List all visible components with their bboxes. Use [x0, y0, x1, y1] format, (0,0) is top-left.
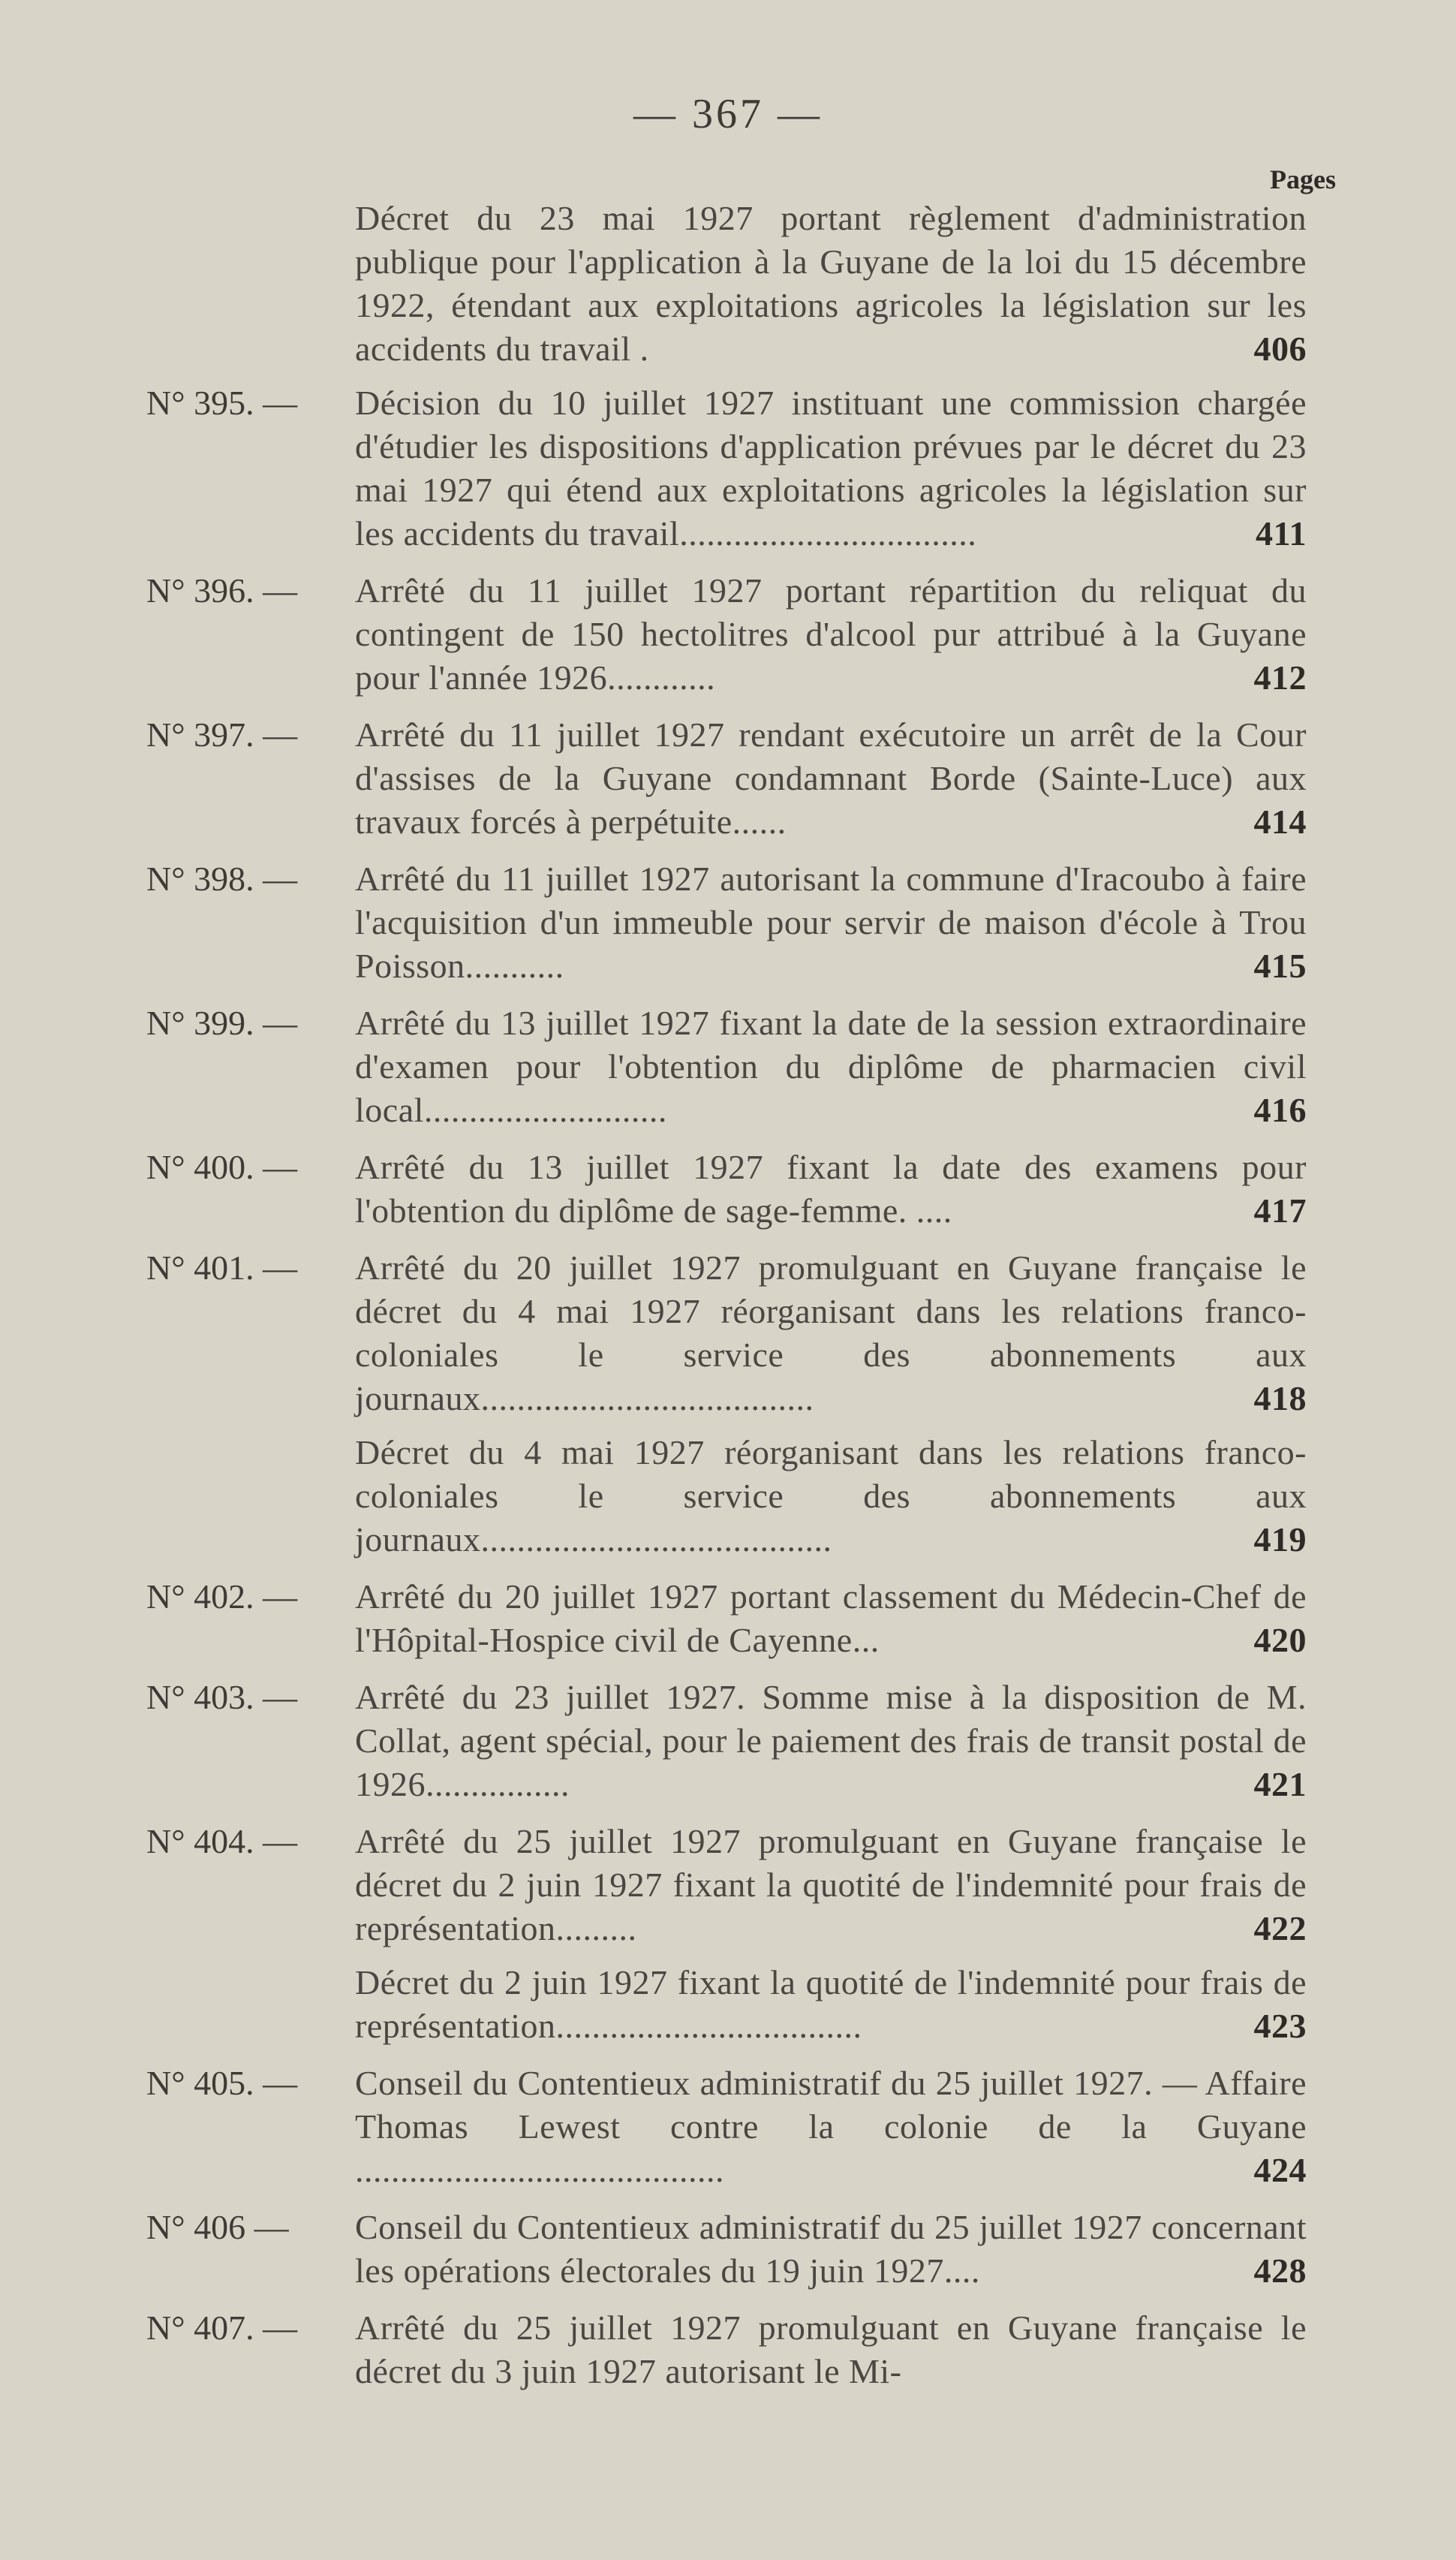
entry-page: 428 [1253, 2251, 1307, 2290]
entry-page: 420 [1253, 1621, 1307, 1659]
entry-page: 411 [1256, 514, 1307, 553]
entry-text: Décret du 2 juin 1927 fixant la quotité de l'indemnité pour frais de représentation.................................. [355, 1963, 1307, 2045]
list-item [146, 1001, 1347, 1132]
entry-page: 416 [1253, 1091, 1307, 1129]
list-item [146, 197, 1347, 371]
entry-text: Arrêté du 13 juillet 1927 fixant la date des examens pour l'obtention du diplôme de sage-femme. .... [355, 1148, 1307, 1230]
list-item [146, 1575, 1347, 1662]
entry-text: Décision du 10 juillet 1927 instituant une commission chargée d'étudier les dispositions d'application prévues par le décret du 23 mai 1927 qui étend aux exploitations agricoles la législation sur les accidents du travail................................. [355, 384, 1307, 553]
entry-number: N° 405. — [146, 2064, 298, 2102]
entry-page: 414 [1253, 803, 1307, 841]
entry-number: N° 395. — [146, 384, 298, 422]
entry-page: 417 [1253, 1191, 1307, 1230]
entry-text: Décret du 4 mai 1927 réorganisant dans les relations franco-coloniales le service des abonnements aux journaux....................................... [355, 1433, 1307, 1559]
entry-text: Arrêté du 23 juillet 1927. Somme mise à la disposition de M. Collat, agent spécial, pour le paiement des frais de transit postal de 1926................ [355, 1678, 1307, 1803]
entry-number: N° 403. — [146, 1678, 298, 1716]
list-item [146, 1246, 1347, 1420]
list-item [146, 1431, 1347, 1562]
entry-number: N° 397. — [146, 715, 298, 754]
entry-text: Arrêté du 11 juillet 1927 portant répartition du reliquat du contingent de 150 hectolitres d'alcool pur attribué à la Guyane pour l'année 1926............ [355, 571, 1307, 697]
entry-text: Décret du 23 mai 1927 portant règlement d'administration publique pour l'application à la Guyane de la loi du 15 décembre 1922, étendant aux exploitations agricoles la législation sur les accidents du travail . [355, 199, 1307, 368]
entry-number: N° 401. — [146, 1248, 298, 1287]
entry-text: Conseil du Contentieux administratif du 25 juillet 1927. — Affaire Thomas Lewest contre la colonie de la Guyane ......................................... [355, 2064, 1307, 2189]
entry-text: Arrêté du 11 juillet 1927 rendant exécutoire un arrêt de la Cour d'assises de la Guyane condamnant Borde (Sainte-Luce) aux travaux forcés à perpétuite...... [355, 715, 1307, 841]
list-item [146, 2062, 1347, 2192]
entry-text: Conseil du Contentieux administratif du 25 juillet 1927 concernant les opérations électorales du 19 juin 1927.... [355, 2208, 1307, 2290]
entry-number: N° 399. — [146, 1004, 298, 1042]
list-item [146, 1146, 1347, 1233]
list-item [146, 1676, 1347, 1806]
entry-text: Arrêté du 25 juillet 1927 promulguant en Guyane française le décret du 2 juin 1927 fixant la quotité de l'indemnité pour frais de représentation......... [355, 1822, 1307, 1947]
entry-page: 423 [1253, 2007, 1307, 2045]
pages-column-label: Pages [1270, 164, 1336, 194]
list-item [146, 2206, 1347, 2293]
entry-page: 415 [1253, 947, 1307, 985]
table-of-contents [146, 197, 1347, 2393]
list-item [146, 381, 1347, 556]
entry-text: Arrêté du 20 juillet 1927 portant classement du Médecin-Chef de l'Hôpital-Hospice civil de Cayenne... [355, 1577, 1307, 1659]
entry-page: 412 [1253, 658, 1307, 697]
entry-number: N° 400. — [146, 1148, 298, 1186]
entry-number: N° 407. — [146, 2309, 298, 2347]
list-item [146, 857, 1347, 988]
entry-number: N° 404. — [146, 1822, 298, 1860]
entry-page: 406 [1253, 330, 1307, 368]
list-item [146, 569, 1347, 700]
entry-text: Arrêté du 25 juillet 1927 promulguant en Guyane française le décret du 3 juin 1927 autorisant le Mi- [355, 2309, 1307, 2390]
entry-number: N° 398. — [146, 860, 298, 898]
entry-page: 422 [1253, 1909, 1307, 1947]
entry-text: Arrêté du 11 juillet 1927 autorisant la commune d'Iracoubo à faire l'acquisition d'un immeuble pour servir de maison d'école à Trou Poisson........... [355, 860, 1307, 985]
entry-page: 421 [1253, 1765, 1307, 1803]
list-item [146, 2306, 1347, 2393]
page-number: — 367 — [633, 91, 823, 137]
entry-text: Arrêté du 13 juillet 1927 fixant la date de la session extraordinaire d'examen pour l'obtention du diplôme de pharmacien civil local........................... [355, 1004, 1307, 1129]
entry-number: N° 402. — [146, 1577, 298, 1616]
entry-page: 424 [1253, 2151, 1307, 2189]
list-item [146, 1820, 1347, 1950]
entry-number: N° 406 — [146, 2208, 289, 2246]
entry-text: Arrêté du 20 juillet 1927 promulguant en Guyane française le décret du 4 mai 1927 réorganisant dans les relations franco-coloniales le service des abonnements aux journaux..................................... [355, 1248, 1307, 1417]
entry-page: 419 [1253, 1520, 1307, 1559]
list-item [146, 713, 1347, 844]
entry-number: N° 396. — [146, 571, 298, 610]
entry-page: 418 [1253, 1379, 1307, 1417]
list-item [146, 1961, 1347, 2048]
